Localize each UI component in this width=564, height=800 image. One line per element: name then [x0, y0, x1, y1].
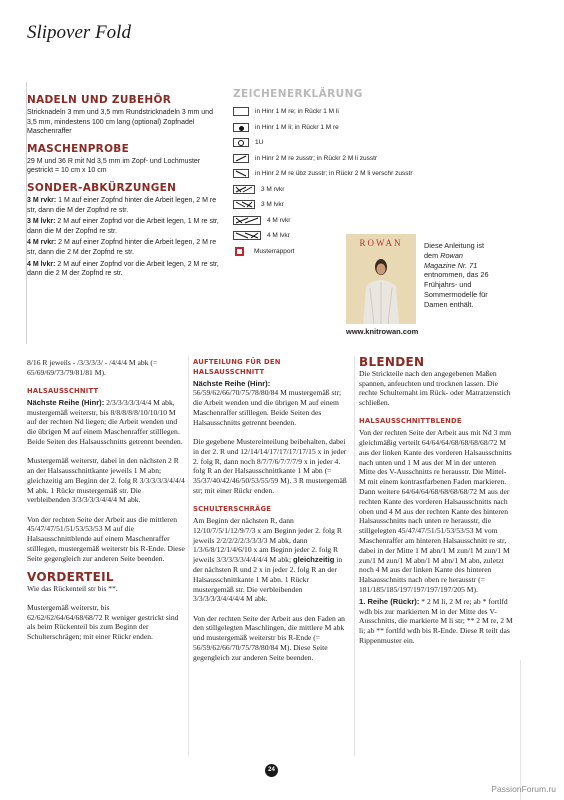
legend-row: in Hinr 1 M li; in Rückr 1 M re [233, 120, 433, 136]
abbr-item: 3 M lvkr: 2 M auf einer Zopfnd vor die Arbeit legen, 1 M re str, dann die M der Zopfnd re str. [27, 218, 219, 235]
cable-3-left-icon [233, 200, 255, 209]
cable-3-right-icon [233, 185, 255, 194]
column-divider [354, 356, 355, 756]
legend-row: 3 M lvkr [233, 197, 433, 213]
section-heading-large: VORDERTEIL [27, 569, 114, 584]
legend-row: 4 M rvkr [233, 213, 433, 229]
section-heading: SCHULTERSCHRÄGE [193, 505, 272, 514]
legend-heading: ZEICHENERKLÄRUNG [233, 88, 363, 100]
abbr-item: 4 M rvkr: 2 M auf einer Zopfnd hinter die Arbeit legen, 2 M re str, dann die 2 M der Zopfnd re str. [27, 239, 217, 256]
page-title: Slipover Fold [27, 22, 131, 43]
magazine-brand: ROWAN [359, 238, 403, 248]
watermark-credit: PassionForum.ru [491, 784, 556, 794]
magazine-cover [346, 234, 416, 324]
section-heading: AUFTEILUNG FÜR DEN HALSAUSSCHNITT [193, 358, 281, 376]
needles-heading: NADELN UND ZUBEHÖR [27, 94, 172, 106]
cable-4-right-icon [233, 216, 261, 225]
section-heading: HALSAUSSCHNITTBLENDE [359, 417, 462, 426]
magazine-note: Diese Anleitung ist dem Rowan Magazine Nr. 71 entnommen, das 26 Frühjahrs- und Sommermodelle für Damen enthält. [424, 241, 489, 309]
section-heading: HALSAUSSCHNITT [27, 386, 99, 395]
k2tog-icon [233, 154, 249, 163]
materials-column [27, 88, 222, 279]
purl-dot-icon [233, 123, 249, 132]
gauge-heading: MASCHENPROBE [27, 142, 130, 155]
legend-row: Musterrapport [233, 244, 433, 260]
pattern-repeat-icon [235, 247, 244, 256]
text-column-2: AUFTEILUNG FÜR DEN HALSAUSSCHNITT Nächste Reihe (Hinr): 56/59/62/66/70/75/78/80/84 M mustergemäß str; die Arbeit wenden und die übrigen M auf einem Maschenraffer stilllegen. Beide Seiten des Halsausschnitts getrennt beenden. Die gegebene Mustereinteilung beibehalten, dabei in der 2. R und 12/14/14/17/17/17/17/15 x in jeder 2. folg R, dann noch 8/7/7/6/7/7/7/9 x in jeder 4. folg R an der Halsausschnittkante 1 M abn (= 35/37/40/42/46/50/53/55/59 M). 3 R mustergemäß str; mit einer Rückr enden. SCHULTERSCHRÄGE Am Beginn der nächsten R, dann 12/10/7/5/1/12/9/7/3 x am Beginn jeder 2. folg R jeweils 2/2/2/2/2/3/3/3/3 M abk, dann 1/3/6/8/12/1/4/6/10 x am Beginn jeder 2. folg R jeweils 3/3/3/3/3/4/4/4/4 M abk; gleichzeitig in der nächsten R und 2 x in jeder 2. folg R an der Halsausschnittkante 1 M abn. 1 Rückr mustergemäß str. Die verbleibenden 3/3/3/3/3/4/4/4/4 M abk. Von der rechten Seite der Arbeit aus den Faden an den stillgelegten Maschlingen, die mittlere M abk und mustergemäß weiterstr bis R-Ende (= 56/59/62/66/70/75/78/80/84 M). Diese Seite gegengleich zur anderen Seite beenden. [193, 358, 351, 672]
gauge-text: 29 M und 36 R mit Nd 3,5 mm im Zopf- und Lochmuster gestrickt = 10 cm x 10 cm [27, 157, 201, 175]
abbr-heading: SONDER-ABKÜRZUNGEN [27, 181, 177, 194]
text-column-1: 8/16 R jeweils - /3/3/3/3/ - /4/4/4 M abk (= 65/69/69/73/79/81/81 M). HALSAUSSCHNITT Nächste Reihe (Hinr): 2/3/3/3/3/3/4/4 M abk, mustergemäß weiterstr, bis 8/8/8/8/8/10/10/10 M auf der rechten Nd liegen; die Arbeit wenden und die übrigen M auf einem Maschenraffer stilllegen. Beide Seiten des Halsausschnitts getrennt beenden. Mustergemäß weiterstr, dabei in den nächsten 2 R an der Halsausschnittkante jeweils 1 M abn; gleichzeitig am Beginn der 2. folg R 3/3/3/3/3/4/4/4 M abk. 1 Rückr mustergemäß str. Die verbleibenden 3/3/3/3/3/4/4/4 M abk. Von der rechten Seite der Arbeit aus die mittleren 45/47/47/51/51/53/53/53 M auf die Halsausschnittblende auf einem Maschenraffer stilllegen, mustergemäß weiterstr bis R-Ende. Diese Seite gegengleich zur anderen Seite beenden. VORDERTEIL Wie das Rückenteil str bis **. Mustergemäß weiterstr, bis 62/62/62/64/64/68/68/72 R weniger gestrickt sind als beim Rückenteil bis zum Beginn der Schulterschrägen; mit einer Rückr enden. [27, 358, 185, 642]
legend-row: in Hinr 1 M re; in Rückr 1 M li [233, 104, 433, 120]
column-divider [188, 356, 189, 756]
model-figure-icon [360, 258, 402, 324]
abbr-item: 3 M rvkr: 1 M auf einer Zopfnd hinter die Arbeit legen, 2 M re str, dann die M der Zopfnd re str. [27, 196, 217, 214]
needles-text: Stricknadeln 3 mm und 3,5 mm Rundstricknadeln 3 mm und 3,5 mm, mindestens 100 cm lang (optional) Zopfnadel Maschenraffer [27, 109, 213, 136]
legend-row: 4 M lvkr [233, 228, 433, 244]
legend-row: in Hinr 2 M re übz zusstr; in Rückr 2 M li verschr zusstr [233, 166, 433, 182]
text-column-3: BLENDEN Die Strickteile nach den angegebenen Maßen spannen, anfeuchten und trocknen lassen. Die rechte Schulternaht im Rück- oder Matratzenstich schließen. HALSAUSSCHNITTBLENDE Von der rechten Seite der Arbeit aus mit Nd 3 mm gleichmäßig verteilt 64/64/64/68/68/68/68/72 M aus der linken Kante des vorderen Halsausschnitts nach unten und 1 M aus der M in der unteren Mitte des V-Ausschnitts re herausstr. Die Mittel-M mit einem kontrastfarbenen Faden markieren. Dann weitere 64/64/64/68/68/68/68/72 M aus der rechten Kante des vorderen Halsausschnitts nach oben und 4 M aus der rechten Kante des hinteren Halsausschnitts nach unten re herausstr, die stillgelegten 45/47/47/51/51/53/53/53 M vom Maschenraffer am hinteren Halsausschnitt re str, dabei in der Mitte 1 M abn/1 M zun/1 M zun/1 M zun/1 M zun/1 M abn/1 M abn/1 M abn, zuletzt noch 4 M aus der linken Kante des hinteren Halsausschnitts nach oben re herausstr (= 181/185/185/197/197/197/197/205 M). 1. Reihe (Rückr): * 2 M li, 2 M re; ab * fortlfd wdh bis zur markierten M in der Mitte des V-Ausschnitts, die markierte M li str; ** 2 M re, 2 M li; ab ** fortlfd wdh bis R-Ende. Diese R teilt das Rippenmuster ein. [359, 355, 513, 645]
ssk-icon [233, 169, 249, 178]
yarn-over-icon [233, 138, 249, 147]
page-number: 24 [265, 764, 278, 777]
abbr-item: 4 M lvkr: 2 M auf einer Zopfnd vor die Arbeit legen, 2 M re str, dann die 2 M der Zopfnd re str. [27, 260, 219, 278]
legend-row: 1U [233, 135, 433, 151]
knit-square-icon [233, 107, 249, 116]
legend-row: in Hinr 2 M re zusstr; in Rückr 2 M li zusstr [233, 151, 433, 167]
magazine-url: www.knitrowan.com [346, 327, 419, 336]
section-heading-large: BLENDEN [359, 355, 425, 369]
column-divider [520, 660, 521, 800]
cable-4-left-icon [233, 231, 261, 240]
legend-row: 3 M rvkr [233, 182, 433, 198]
